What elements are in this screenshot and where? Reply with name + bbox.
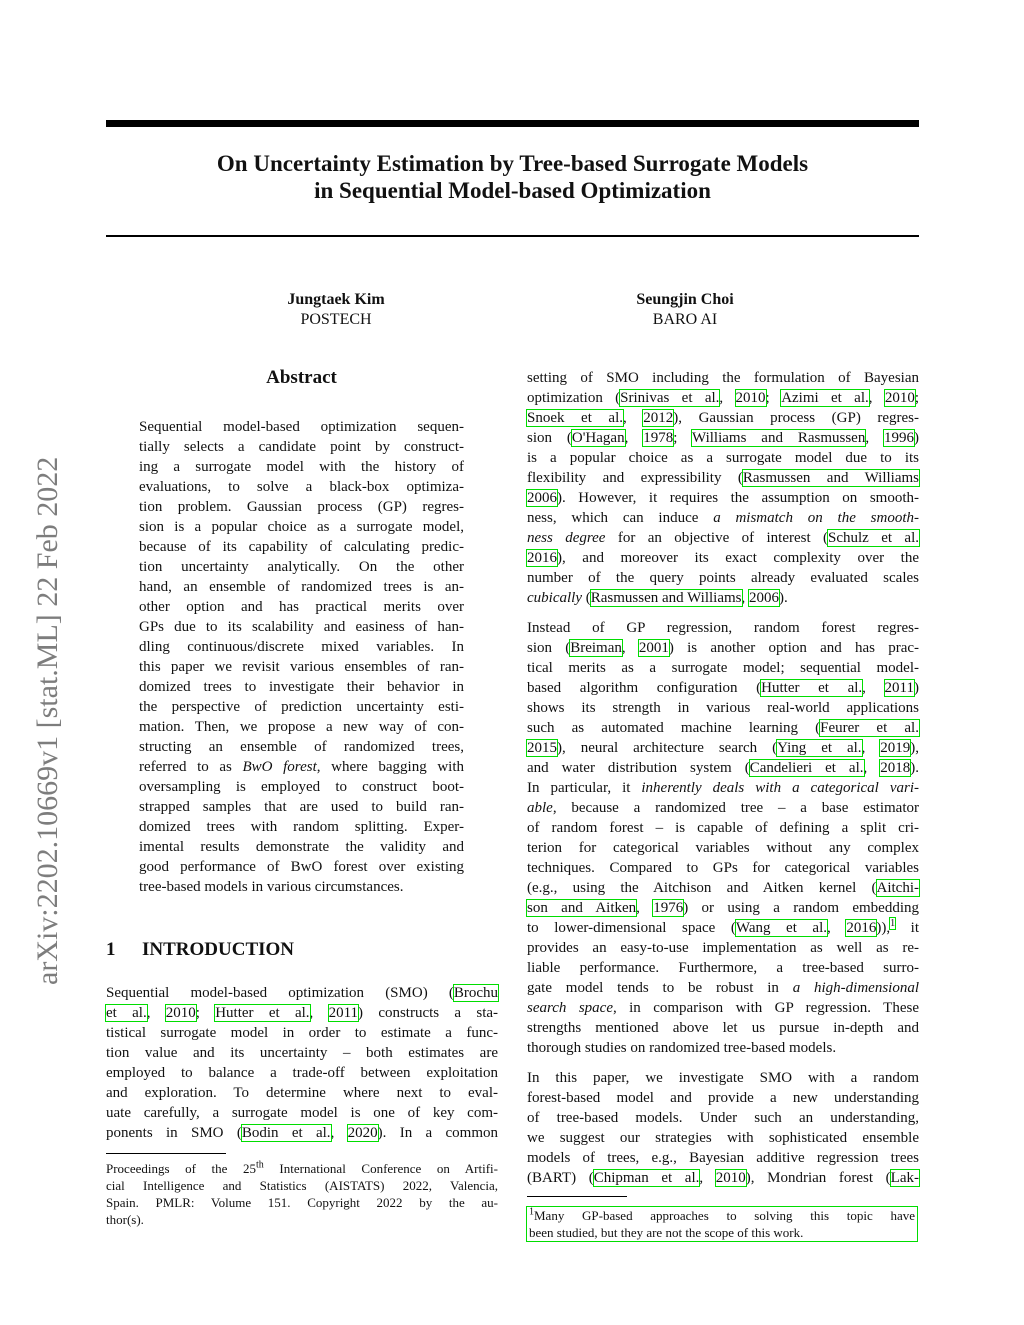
body-text: ) <box>914 430 919 446</box>
body-line <box>527 388 919 408</box>
citation-link[interactable]: Bodin et al. <box>241 1125 331 1141</box>
body-line: liable performance. Furthermore, a tree-based surro- <box>527 960 919 976</box>
abstract-line: domized trees to investigate their behavior in <box>139 679 464 695</box>
author-name: Jungtaek Kim <box>287 291 385 308</box>
abstract-line: this paper we revisit various ensembles of ran- <box>139 659 464 675</box>
abstract-line: the perspective of prediction uncertainty esti- <box>139 699 464 715</box>
body-line <box>527 528 919 548</box>
body-line: shows its strength in various real-world applications <box>527 700 919 716</box>
footnote-rule <box>106 1153 226 1154</box>
footnote-text: Many GP-based approaches to solving this topic have <box>534 1208 915 1223</box>
intro-text: , <box>309 1005 329 1021</box>
citation-link[interactable]: Aitchi- <box>876 880 919 896</box>
body-text: gate model tends to be robust in <box>527 980 793 996</box>
body-text: based algorithm configuration ( <box>527 680 762 696</box>
body-line <box>527 588 919 608</box>
intro-text: ). In a common <box>377 1125 499 1141</box>
intro-text: , <box>330 1125 348 1141</box>
intro-line: and exploration. To determine where next to eval- <box>106 1085 498 1101</box>
footnote-text: International Conference on Artifi- <box>263 1161 498 1176</box>
body-line: In this paper, we investigate SMO with a random <box>527 1070 919 1086</box>
abstract-line: imental results demonstrate the validity and <box>139 839 464 855</box>
body-text: such as automated machine learning ( <box>527 720 821 736</box>
footnote-line: been studied, but they are not the scope of this work. <box>529 1225 804 1240</box>
body-line: we suggest our strategies with sophisticated ensemble <box>527 1130 919 1146</box>
title-line-2: in Sequential Model-based Optimization <box>314 178 711 203</box>
abstract-line: tion problem. Gaussian process (GP) regres- <box>139 499 464 515</box>
citation-link[interactable]: Srinivas et al. <box>620 390 720 406</box>
abstract-line: tially selects a candidate point by construct- <box>139 439 464 455</box>
body-text: ). <box>779 590 788 606</box>
body-line: setting of SMO including the formulation of Bayesian <box>527 370 919 386</box>
citation-link[interactable]: Breiman <box>570 640 622 656</box>
citation-link[interactable]: 2016 <box>527 550 557 566</box>
body-text: , <box>699 1170 716 1186</box>
body-text: ( <box>581 590 591 606</box>
citation-link[interactable]: Candelieri et al. <box>749 760 864 776</box>
abstract-line: mation. Then, we propose a new way of con- <box>139 719 464 735</box>
author-block-1 <box>236 290 436 330</box>
footnote-rule <box>527 1196 627 1197</box>
abstract-body <box>139 417 464 897</box>
body-text: )), <box>876 920 891 936</box>
citation-link[interactable]: 1976 <box>653 900 684 916</box>
footnote-line <box>106 1160 498 1177</box>
body-text: flexibility and expressibility ( <box>527 470 743 486</box>
body-text: , <box>719 390 736 406</box>
abstract-text: , where bagging with <box>316 759 464 775</box>
body-text: for an objective of interest ( <box>605 530 829 546</box>
citation-link[interactable]: Rasmussen and Williams <box>742 470 919 486</box>
citation-link[interactable]: Hutter et al. <box>761 680 863 696</box>
body-line <box>527 738 919 758</box>
body-text: , because a randomized tree – a base estimator <box>552 800 919 816</box>
body-text-italic: ness degree <box>527 530 606 546</box>
footnote-1[interactable] <box>526 1206 918 1242</box>
author-name: Seungjin Choi <box>636 291 734 308</box>
author-affiliation: BARO AI <box>652 311 718 328</box>
citation-link[interactable]: 2010 <box>735 390 766 406</box>
body-line: models of trees, e.g., Bayesian additive regression trees <box>527 1150 919 1166</box>
body-text: In particular, it <box>527 780 642 796</box>
citation-link[interactable]: Schulz et al. <box>828 530 919 546</box>
citation-link[interactable]: Williams and Rasmussen <box>692 430 866 446</box>
paragraph-gap <box>527 608 919 618</box>
citation-link[interactable]: 2016 <box>846 920 877 936</box>
body-text: , <box>862 680 885 696</box>
citation-link[interactable]: 2006 <box>527 490 557 506</box>
body-text-italic: a mismatch on the smooth- <box>713 510 919 526</box>
body-line <box>527 508 919 528</box>
citation-link[interactable]: Snoek et al. <box>527 410 623 426</box>
body-text: ness, which can induce <box>527 510 714 526</box>
body-line: terion for categorical variables without any complex <box>527 840 919 856</box>
body-text-italic: cubically <box>527 590 582 606</box>
body-text: to lower-dimensional space ( <box>527 920 736 936</box>
citation-link[interactable]: O'Hagan <box>571 430 625 446</box>
body-line <box>527 468 919 488</box>
body-text: , <box>636 900 654 916</box>
footnote-line: thor(s). <box>106 1212 144 1227</box>
paper-title <box>106 150 919 204</box>
body-text: , <box>865 430 884 446</box>
citation-link[interactable]: 2010 <box>165 1005 196 1021</box>
body-text-italic: inherently deals with a categorical vari- <box>641 780 919 796</box>
bwo-forest-term: BwO forest <box>242 759 317 775</box>
footnote-text: Proceedings of the 25 <box>106 1161 257 1176</box>
citation-link[interactable]: 1978 <box>643 430 674 446</box>
body-text-italic: a high-dimensional <box>792 980 919 996</box>
abstract-line: tion uncertainty analytically. On the other <box>139 559 464 575</box>
citation-link[interactable]: et al. <box>106 1005 147 1021</box>
body-line <box>527 678 919 698</box>
abstract-line: good performance of BwO forest over existing <box>139 859 464 875</box>
body-text: , <box>621 640 639 656</box>
abstract-line: Sequential model-based optimization sequen- <box>139 419 464 435</box>
body-text: it <box>895 920 919 936</box>
author-affiliation: POSTECH <box>300 311 372 328</box>
body-text-italic: able <box>527 800 553 816</box>
abstract-line: evaluations, to solve a black-box optimiza- <box>139 479 464 495</box>
body-text: ; <box>914 390 920 406</box>
citation-link[interactable]: 2011 <box>884 680 914 696</box>
introduction-body <box>106 983 498 1143</box>
citation-link[interactable]: 2010 <box>884 390 915 406</box>
abstract-text: referred to as <box>139 759 243 775</box>
right-column <box>527 368 919 1188</box>
abstract-line <box>139 757 464 777</box>
body-text: ) is another option and has prac- <box>668 640 920 656</box>
body-text: sion ( <box>527 430 572 446</box>
footnote-line: cial Intelligence and Statistics (AISTATS) 2022, Valencia, <box>106 1178 498 1193</box>
citation-link[interactable]: 2006 <box>749 590 780 606</box>
citation-link[interactable]: Azimi et al. <box>781 390 869 406</box>
title-line-1: On Uncertainty Estimation by Tree-based Surrogate Models <box>216 151 809 176</box>
footnote-marker-link[interactable]: 1 <box>890 918 896 929</box>
citation-link[interactable]: 2001 <box>638 640 669 656</box>
citation-link[interactable]: 2019 <box>880 740 911 756</box>
body-line: of random forest – is capable of defining a split cri- <box>527 820 919 836</box>
body-text: , <box>624 430 644 446</box>
body-line <box>527 1168 919 1188</box>
intro-text: Sequential model-based optimization (SMO) ( <box>106 985 454 1001</box>
body-text: (BART) ( <box>527 1170 594 1186</box>
body-line: of tree-based models. Under such an understanding, <box>527 1110 919 1126</box>
body-line <box>527 758 919 778</box>
body-text: ). However, it requires the assumption on smooth- <box>557 490 919 506</box>
intro-text: , <box>146 1005 166 1021</box>
body-text: , <box>623 410 644 426</box>
paragraph-gap <box>527 1058 919 1068</box>
intro-line <box>106 1123 498 1143</box>
abstract-line: GPs due to its scalability and easiness of han- <box>139 619 464 635</box>
body-line: forest-based model and provide a new understanding <box>527 1090 919 1106</box>
body-line <box>527 998 919 1018</box>
body-text: , <box>861 740 881 756</box>
body-text: ), and moreover its exact complexity over the <box>557 550 919 566</box>
citation-link[interactable]: Hutter et al. <box>215 1005 310 1021</box>
body-text-italic: search space <box>527 1000 613 1016</box>
abstract-line: oversampling is employed to construct boot- <box>139 779 464 795</box>
footnote-line: Spain. PMLR: Volume 151. Copyright 2022 by the au- <box>106 1195 498 1210</box>
body-text: and water distribution system ( <box>527 760 750 776</box>
body-text: ). <box>910 760 919 776</box>
body-text: , in comparison with GP regression. These <box>612 1000 919 1016</box>
body-text: ; <box>765 390 782 406</box>
abstract-line: dling continuous/discrete mixed variables. In <box>139 639 464 655</box>
body-text: ), Mondrian forest ( <box>745 1170 891 1186</box>
citation-link[interactable]: 2011 <box>328 1005 359 1021</box>
section-heading-introduction <box>106 939 498 961</box>
body-text: ), neural architecture search ( <box>557 740 778 756</box>
citation-link[interactable]: Lak- <box>890 1170 919 1186</box>
body-line <box>527 638 919 658</box>
abstract-line: ing a surrogate model with the history of <box>139 459 464 475</box>
citation-link[interactable]: 2012 <box>643 410 674 426</box>
abstract-heading: Abstract <box>266 367 337 388</box>
body-text: ; <box>673 430 693 446</box>
body-line <box>527 488 919 508</box>
body-text: ), <box>910 740 920 756</box>
abstract-line: strapped samples that are used to build ran- <box>139 799 464 815</box>
intro-line: tion value and its uncertainty – both estimates are <box>106 1045 498 1061</box>
body-line: Instead of GP regression, random forest regres- <box>527 620 919 636</box>
body-text: , <box>827 920 847 936</box>
body-line <box>527 898 919 918</box>
body-line <box>527 798 919 818</box>
footnote-line <box>527 1207 917 1224</box>
footnote-number: 1 <box>529 1206 534 1218</box>
body-line <box>527 718 919 738</box>
citation-link[interactable]: Ying et al. <box>777 740 862 756</box>
abstract-line: tree-based models in various circumstances. <box>139 879 404 895</box>
body-line <box>527 778 919 798</box>
body-text: ) or using a random embedding <box>683 900 919 916</box>
body-text: , <box>868 390 885 406</box>
intro-text: ) constructs a sta- <box>358 1005 499 1021</box>
intro-line: uate carefully, a surrogate model is one of key com- <box>106 1105 498 1121</box>
citation-link[interactable]: 2020 <box>347 1125 378 1141</box>
intro-text: ; <box>195 1005 216 1021</box>
citation-link[interactable]: Chipman et al. <box>593 1170 700 1186</box>
body-text: sion ( <box>527 640 571 656</box>
citation-link[interactable]: 2010 <box>715 1170 746 1186</box>
citation-link[interactable]: Rasmussen and Williams <box>590 590 742 606</box>
intro-line: employed to balance a trade-off between exploitation <box>106 1065 498 1081</box>
citation-link[interactable]: son and Aitken <box>527 900 637 916</box>
abstract-line: hand, an ensemble of randomized trees is an- <box>139 579 464 595</box>
author-block-2 <box>585 290 785 330</box>
body-text: optimization ( <box>527 390 621 406</box>
body-line <box>527 548 919 568</box>
title-bottom-rule <box>106 235 919 237</box>
body-line <box>527 878 919 898</box>
intro-line <box>106 983 498 1003</box>
intro-text: ponents in SMO ( <box>106 1125 242 1141</box>
abstract-line: other option and has practical merits over <box>139 599 464 615</box>
intro-line <box>106 1003 498 1023</box>
footnote-sup: th <box>256 1159 264 1171</box>
body-line: strengths mentioned above let us pursue in-depth and <box>527 1020 919 1036</box>
proceedings-footnote <box>106 1160 498 1228</box>
body-line <box>527 918 919 938</box>
title-top-rule <box>106 120 919 127</box>
arxiv-sidebar: arXiv:2202.10669v1 [stat.ML] 22 Feb 2022 <box>31 456 64 985</box>
body-text: ), Gaussian process (GP) regres- <box>673 410 919 426</box>
body-line <box>527 978 919 998</box>
citation-link[interactable]: Feurer et al. <box>820 720 919 736</box>
section-number: 1 <box>106 939 116 960</box>
body-line: tical merits as a surrogate model; sequential model- <box>527 660 919 676</box>
body-text: , <box>741 590 750 606</box>
body-line: number of the query points already evaluated scales <box>527 570 919 586</box>
body-text: , <box>863 760 881 776</box>
citation-link[interactable]: Brochu <box>453 985 498 1001</box>
abstract-line: because of its capability of calculating predic- <box>139 539 464 555</box>
body-text: ) <box>914 680 919 696</box>
abstract-line: sion is a popular choice as a surrogate model, <box>139 519 464 535</box>
citation-link[interactable]: Wang et al. <box>735 920 828 936</box>
abstract-line: structing an ensemble of randomized trees, <box>139 739 464 755</box>
body-text: (e.g., using the Aitchison and Aitken kernel ( <box>527 880 877 896</box>
body-line <box>527 428 919 448</box>
section-title: INTRODUCTION <box>142 939 295 960</box>
citation-link[interactable]: 2018 <box>880 760 911 776</box>
citation-link[interactable]: 1996 <box>884 430 914 446</box>
intro-line: tistical surrogate model in order to estimate a func- <box>106 1025 498 1041</box>
citation-link[interactable]: 2015 <box>527 740 557 756</box>
body-line: thorough studies on randomized tree-based models. <box>527 1040 837 1056</box>
body-line: is a popular choice as a surrogate model due to its <box>527 450 919 466</box>
body-line: techniques. Compared to GPs for categorical variables <box>527 860 919 876</box>
body-line: provides an easy-to-use implementation as well as re- <box>527 940 919 956</box>
body-line <box>527 408 919 428</box>
abstract-line: domized trees with random splitting. Exper- <box>139 819 464 835</box>
